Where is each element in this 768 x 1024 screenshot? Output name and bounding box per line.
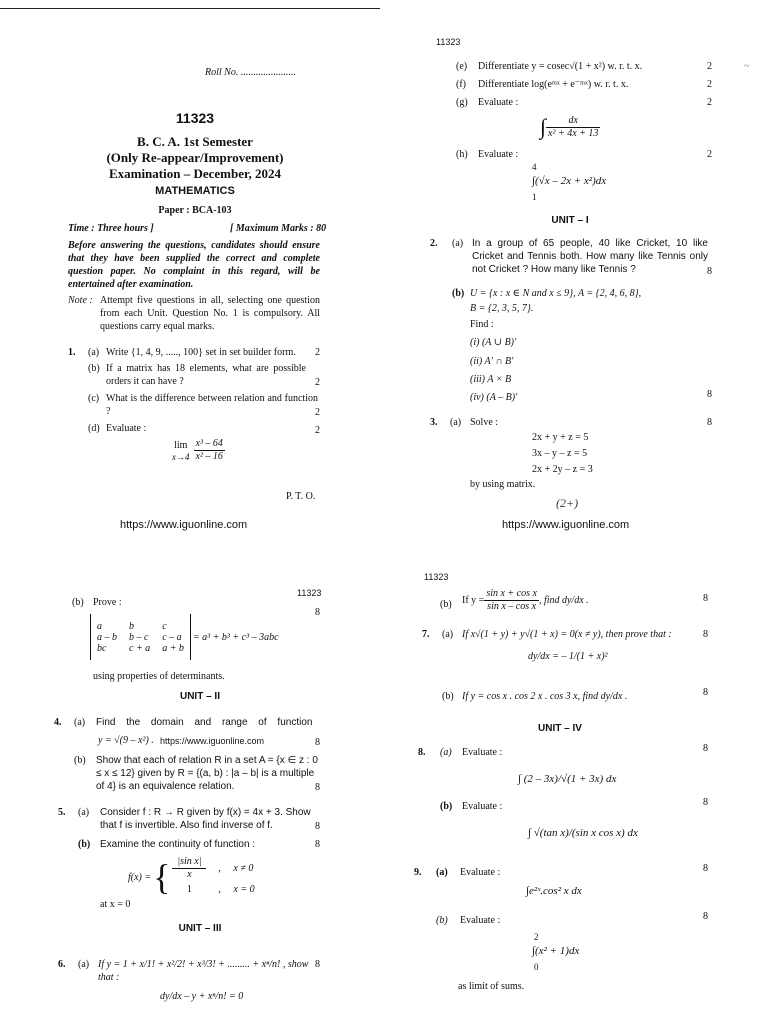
det-cell-1-1: b – c [129, 631, 149, 643]
q3b-marks: 8 [315, 607, 320, 618]
margin-mark: ~ [744, 61, 750, 72]
footer-url-1[interactable]: https://www.iguonline.com [120, 519, 248, 531]
det-cell-2-2: a + b [162, 642, 184, 654]
q3b-using: using properties of determinants. [93, 671, 225, 682]
q3b-label: (b) [72, 597, 84, 608]
q1g-text: Evaluate : [478, 97, 519, 108]
q1a-marks: 2 [315, 347, 320, 358]
q5-number: 5. [58, 807, 66, 818]
q8-number: 8. [418, 747, 426, 758]
exam-type: (Only Re-appear/Improvement) [106, 150, 284, 165]
q8a-label: (a) [440, 747, 452, 758]
q9a-marks: 8 [703, 863, 708, 874]
q1h-lower: 1 [532, 192, 537, 202]
q9b-integral: ∫(x² + 1)dx [532, 945, 580, 957]
q1g-den: x² + 4x + 13 [548, 127, 599, 139]
q9b-label: (b) [436, 915, 448, 926]
exam-session: Examination – December, 2024 [108, 166, 282, 181]
q1h-integral: ∫(√x – 2x + x²)dx [532, 175, 607, 187]
equation-2: 3x – y – z = 5 [532, 448, 588, 459]
q1f-label: (f) [456, 79, 466, 90]
unit-4-heading: UNIT – IV [538, 723, 582, 734]
q6a-label: (a) [78, 959, 90, 970]
q5b-at: at x = 0 [100, 899, 131, 910]
q6b-marks: 8 [703, 593, 708, 604]
q9b-lower: 0 [534, 962, 539, 972]
det-cell-0-1: b [129, 620, 134, 632]
q2b-line2: B = {2, 3, 5, 7}. [470, 303, 534, 314]
pto: P. T. O. [286, 491, 316, 502]
q1d-den: x² – 16 [195, 451, 223, 462]
q7b-text: If y = cos x . cos 2 x . cos 3 x, find dy/dx . [462, 691, 628, 702]
det-cell-1-0: a – b [97, 631, 117, 643]
q8b-marks: 8 [703, 797, 708, 808]
brace: { [153, 857, 171, 897]
q7b-label: (b) [442, 691, 454, 702]
q4a-marks: 8 [315, 737, 320, 748]
unit-1-heading: UNIT – I [551, 215, 589, 226]
q5a-marks: 8 [315, 821, 320, 832]
q1g-integral [540, 114, 600, 140]
q9a-label: (a) [436, 867, 448, 878]
q1c-marks: 2 [315, 407, 320, 418]
q4b-text: Show that each of relation R in a set A = {x ∈ z : 0 ≤ x ≤ 12} given by R = {(a, b) : |a – b| is a multiple of 4} is an equivalence relation. [96, 755, 318, 792]
q8a-marks: 8 [703, 743, 708, 754]
integral-sign: ∫ [540, 114, 547, 139]
q1c-label: (c) [88, 393, 100, 404]
max-marks: [ Maximum Marks : 80 [230, 223, 327, 234]
q3-number: 3. [430, 417, 438, 428]
q4b-label: (b) [74, 755, 86, 766]
q2a-label: (a) [452, 238, 464, 249]
q5b-case2-val: 1 [186, 883, 192, 895]
q5b-case1-den: x [187, 868, 192, 880]
q2b-find: Find : [470, 319, 494, 330]
q4a-text: Find the domain and range of function [96, 717, 313, 728]
q6b-den: sin x – cos x [487, 601, 537, 612]
equation-1: 2x + y + z = 5 [532, 432, 589, 443]
lim-sub: x→4 [172, 451, 190, 462]
q5b-marks: 8 [315, 839, 320, 850]
q1d-fraction [194, 438, 225, 463]
q2a-marks: 8 [707, 266, 712, 277]
q2b-marks: 8 [707, 389, 712, 400]
det-matrix [91, 621, 190, 654]
q1f-marks: 2 [707, 79, 712, 90]
det-right-bar [190, 614, 191, 660]
q6b-find: , find dy/dx . [538, 595, 589, 606]
q8b-text: Evaluate : [462, 801, 503, 812]
q8b-integral: ∫ √(tan x)/(sin x cos x) dx [528, 827, 638, 839]
q1b-label: (b) [88, 363, 100, 374]
q9b-as: as limit of sums. [458, 981, 525, 992]
q1h-marks: 2 [707, 149, 712, 160]
q5b-case1-frac [172, 856, 206, 881]
equation-3: 2x + 2y – z = 3 [532, 464, 593, 475]
q1c-text: What is the difference between relation and function ? [106, 393, 318, 417]
determinant [90, 614, 279, 660]
q1h-upper: 4 [532, 162, 537, 172]
det-cell-0-0: a [97, 620, 102, 632]
q2b-ii: (ii) A′ ∩ B′ [470, 356, 514, 367]
page3-code: 11323 [297, 588, 322, 598]
det-cell-1-2: c – a [162, 631, 182, 643]
q9-number: 9. [414, 867, 422, 878]
q6b-if: If y = [462, 595, 485, 606]
lim-word: lim [174, 439, 188, 451]
q5b-piecewise [128, 856, 255, 898]
q6a-marks: 8 [315, 959, 320, 970]
q6a-text: If y = 1 + x/1! + x²/2! + x³/3! + ......... + xⁿ/n! , show that : [98, 959, 309, 983]
q7a-result: dy/dx = – 1/(1 + x)² [528, 651, 608, 662]
q8b-label: (b) [440, 801, 453, 812]
q7a-label: (a) [442, 629, 454, 640]
q1a-text: Write {1, 4, 9, ....., 100} set in set builder form. [106, 347, 296, 358]
q5a-label: (a) [78, 807, 90, 818]
page4-code: 11323 [424, 572, 449, 582]
q1d-limit [172, 438, 225, 463]
unit-2-heading: UNIT – II [179, 691, 220, 702]
det-cell-0-2: c [162, 620, 167, 632]
q8a-integral: ∫ (2 – 3x)/√(1 + 3x) dx [518, 773, 617, 785]
q1b-text: If a matrix has 18 elements, what are possible orders it can have ? [106, 363, 306, 387]
q3a-marks: 8 [707, 417, 712, 428]
q3a-label: (a) [450, 417, 462, 428]
q2b-label: (b) [452, 288, 465, 299]
q1h-label: (h) [456, 149, 468, 160]
q4-number: 4. [54, 717, 62, 728]
page2-code: 11323 [436, 37, 461, 47]
q2b-line1: U = {x : x ∈ N and x ≤ 9}, A = {2, 4, 6, 8}, [470, 288, 642, 299]
q6b-num: sin x + cos x [486, 588, 537, 599]
q9b-text: Evaluate : [460, 915, 501, 926]
q1h-text: Evaluate : [478, 149, 519, 160]
q3b-text: Prove : [93, 597, 122, 608]
handwritten-note: (2+) [556, 496, 579, 510]
q2b-iv: (iv) (A – B)′ [470, 392, 518, 403]
instructions: Before answering the questions, candidates should ensure that they have been supplied the correct and complete question paper. No complaint in this regard, will be entertained after examination. [68, 240, 320, 290]
det-rhs: = a³ + b³ + c³ – 3abc [192, 631, 279, 643]
q1-number: 1. [68, 347, 76, 358]
paper-number: Paper : BCA-103 [158, 205, 232, 216]
q2b-iii: (iii) A × B [470, 374, 512, 385]
q9a-integral: ∫e²ˣ.cos² x dx [526, 885, 582, 897]
roll-no: Roll No. ...................... [205, 67, 296, 78]
q1e-marks: 2 [707, 61, 712, 72]
q9b-marks: 8 [703, 911, 708, 922]
q7-number: 7. [422, 629, 430, 640]
q6b-fraction [484, 588, 539, 613]
det-cell-2-0: bc [97, 642, 107, 654]
det-cell-2-1: c + a [129, 642, 151, 654]
top-rule-left [0, 8, 380, 9]
q4a-label: (a) [74, 717, 86, 728]
q1e-text: Differentiate y = cosec√(1 + x²) w. r. t. x. [478, 61, 643, 72]
q6-number: 6. [58, 959, 66, 970]
q9b-upper: 2 [534, 932, 539, 942]
q5b-case1-cond: , x ≠ 0 [218, 862, 254, 874]
q4b-marks: 8 [315, 782, 320, 793]
q7b-marks: 8 [703, 687, 708, 698]
q5b-case2-cond: , x = 0 [218, 883, 255, 895]
note-label: Note : [68, 295, 93, 306]
note-text: Attempt five questions in all, selecting one question from each Unit. Question No. 1 is compulsory. All questions carry equal marks. [100, 295, 320, 332]
q3a-method: by using matrix. [470, 479, 536, 490]
subject-title: MATHEMATICS [155, 185, 235, 197]
q1d-marks: 2 [315, 425, 320, 436]
q6a-result: dy/dx – y + xⁿ/n! = 0 [160, 991, 244, 1002]
q1d-num: x³ – 64 [195, 438, 223, 449]
time-label: Time : Three hours ] [68, 223, 154, 234]
q5b-case1-num: |sin x| [172, 856, 206, 869]
q1f-text: Differentiate log(eᵐˣ + e⁻ᵐˣ) w. r. t. x. [478, 79, 629, 90]
q1d-label: (d) [88, 423, 100, 434]
paper-code: 11323 [175, 110, 215, 126]
q2a-text: In a group of 65 people, 40 like Cricket, 10 like Cricket and Tennis both. How many like Tennis only not Cricket ? How many like Tennis ? [472, 238, 708, 275]
q6b-label: (b) [440, 599, 452, 610]
q5a-text: Consider f : R → R given by f(x) = 4x + 3. Show that f is invertible. Also find inverse of f. [100, 807, 311, 831]
q5b-text: Examine the continuity of function : [100, 839, 256, 850]
q7a-marks: 8 [703, 629, 708, 640]
q1g-fraction [546, 115, 600, 140]
course-title: B. C. A. 1st Semester [137, 134, 253, 149]
q7a-text: If x√(1 + y) + y√(1 + x) = 0(x ≠ y), then prove that : [462, 629, 672, 640]
q4a-function: y = √(9 – x²) . [98, 735, 154, 746]
q6b-expr [462, 588, 589, 613]
q1g-marks: 2 [707, 97, 712, 108]
q4a-url[interactable]: https://www.iguonline.com [160, 736, 265, 746]
q3a-text: Solve : [470, 417, 499, 428]
q1a-label: (a) [88, 347, 100, 358]
q2-number: 2. [430, 238, 438, 249]
q1g-label: (g) [456, 97, 468, 108]
q9a-text: Evaluate : [460, 867, 501, 878]
footer-url-2[interactable]: https://www.iguonline.com [502, 519, 630, 531]
q1d-text: Evaluate : [106, 423, 147, 434]
q2b-i: (i) (A ∪ B)′ [470, 337, 517, 348]
q5b-fx: f(x) = [128, 871, 152, 883]
q8a-text: Evaluate : [462, 747, 503, 758]
q1b-marks: 2 [315, 377, 320, 388]
unit-3-heading: UNIT – III [178, 923, 222, 934]
q1g-num: dx [546, 115, 600, 128]
q5b-label: (b) [78, 839, 91, 850]
q1e-label: (e) [456, 61, 468, 72]
